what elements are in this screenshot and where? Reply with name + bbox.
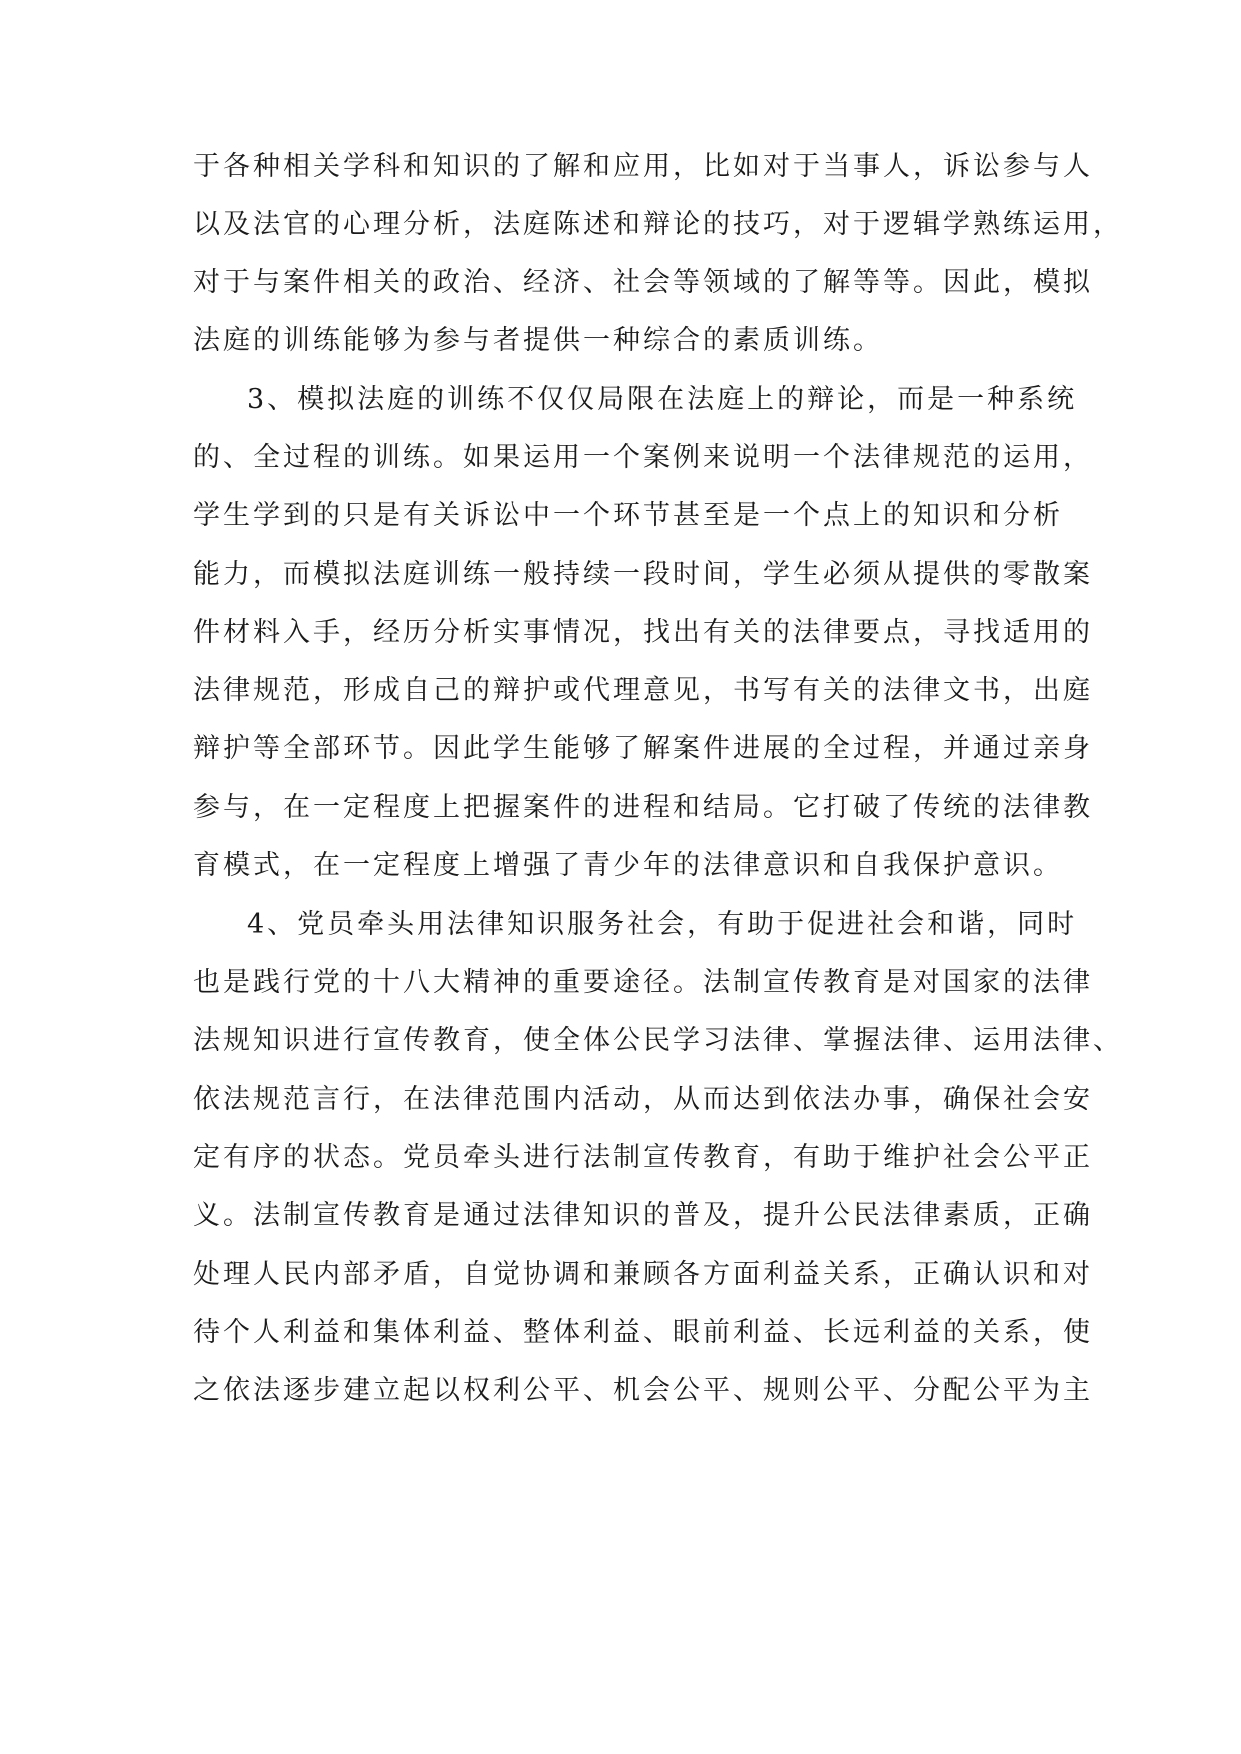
text-line: 的、全过程的训练。如果运用一个案例来说明一个法律规范的运用， [193, 442, 1093, 473]
text-line: 法律规范，形成自己的辩护或代理意见，书写有关的法律文书，出庭 [193, 675, 1093, 706]
paragraph-3-first-line: 3、模拟法庭的训练不仅仅局限在法庭上的辩论，而是一种系统 [247, 384, 1078, 415]
text-line: 能力，而模拟法庭训练一般持续一段时间，学生必须从提供的零散案 [193, 559, 1093, 590]
text-line: 参与，在一定程度上把握案件的进程和结局。它打破了传统的法律教 [193, 792, 1093, 823]
text-line: 对于与案件相关的政治、经济、社会等领域的了解等等。因此，模拟 [193, 267, 1093, 298]
text-line: 定有序的状态。党员牵头进行法制宣传教育，有助于维护社会公平正 [193, 1142, 1093, 1173]
text-line: 处理人民内部矛盾，自觉协调和兼顾各方面利益关系，正确认识和对 [193, 1259, 1093, 1290]
text-line: 之依法逐步建立起以权利公平、机会公平、规则公平、分配公平为主 [193, 1375, 1093, 1406]
text-line: 法庭的训练能够为参与者提供一种综合的素质训练。 [193, 325, 883, 356]
text-line: 于各种相关学科和知识的了解和应用，比如对于当事人，诉讼参与人 [193, 151, 1093, 182]
text-line: 辩护等全部环节。因此学生能够了解案件进展的全过程，并通过亲身 [193, 733, 1093, 764]
text-line: 以及法官的心理分析，法庭陈述和辩论的技巧，对于逻辑学熟练运用， [193, 209, 1123, 240]
text-line: 育模式，在一定程度上增强了青少年的法律意识和自我保护意识。 [193, 850, 1063, 881]
text-line: 依法规范言行，在法律范围内活动，从而达到依法办事，确保社会安 [193, 1084, 1093, 1115]
text-line: 待个人利益和集体利益、整体利益、眼前利益、长远利益的关系，使 [193, 1317, 1093, 1348]
text-line: 也是践行党的十八大精神的重要途径。法制宣传教育是对国家的法律 [193, 967, 1093, 998]
paragraph-4-first-line: 4、党员牵头用法律知识服务社会，有助于促进社会和谐，同时 [247, 909, 1078, 940]
text-line: 义。法制宣传教育是通过法律知识的普及，提升公民法律素质，正确 [193, 1200, 1093, 1231]
text-line: 法规知识进行宣传教育，使全体公民学习法律、掌握法律、运用法律、 [193, 1025, 1123, 1056]
text-line: 件材料入手，经历分析实事情况，找出有关的法律要点，寻找适用的 [193, 617, 1093, 648]
text-line: 学生学到的只是有关诉讼中一个环节甚至是一个点上的知识和分析 [193, 500, 1063, 531]
